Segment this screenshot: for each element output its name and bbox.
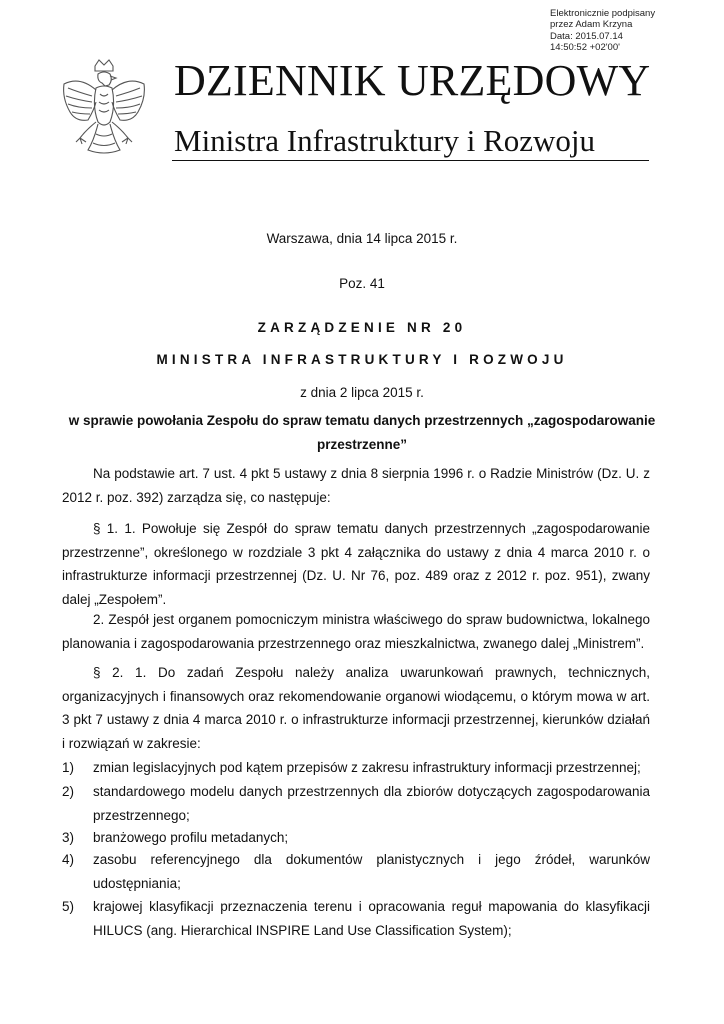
- masthead-title: DZIENNIK URZĘDOWY: [174, 56, 651, 105]
- list-item-text: branżowego profilu metadanych;: [93, 830, 289, 845]
- list-item-text: zmian legislacyjnych pod kątem przepisów z zakresu infrastruktury informacji przestrzennej;: [93, 760, 641, 775]
- list-item-number: 3): [62, 830, 75, 845]
- masthead-divider: [172, 160, 649, 161]
- section-1-paragraph-2: 2. Zespół jest organem pomocniczym ministra właściwego do spraw budownictwa, lokalnego planowania i zagospodarowania przestrzennego oraz mieszkalnictwa, zwanego dalej „Ministrem”.: [62, 612, 650, 651]
- act-title: ZARZĄDZENIE NR 20: [257, 320, 467, 335]
- signature-line: Elektronicznie podpisany: [550, 8, 656, 19]
- list-item-text: standardowego modelu danych przestrzennych dla zbiorów dotyczących zagospodarowania przestrzennego;: [93, 784, 650, 823]
- list-item: [62, 780, 650, 827]
- section-1-paragraph-1: § 1. 1. Powołuje się Zespół do spraw tematu danych przestrzennych „zagospodarowanie przestrzenne”, określonego w rozdziale 3 pkt 4 załącznika do ustawy z dnia 4 marca 2010 r. o infrastrukturze informacji przestrzennej (Dz. U. Nr 76, poz. 489 oraz z 2012 r. poz. 951), zwany dalej „Zespołem”.: [62, 521, 650, 607]
- preamble-paragraph: Na podstawie art. 7 ust. 4 pkt 5 ustawy z dnia 8 sierpnia 1996 r. o Radzie Ministrów (Dz. U. z 2012 r. poz. 392) zarządza się, co następuje:: [62, 466, 650, 505]
- masthead-subtitle: Ministra Infrastruktury i Rozwoju: [174, 123, 596, 158]
- act-issuer: MINISTRA INFRASTRUKTURY I ROZWOJU: [156, 352, 568, 367]
- list-item-number: 5): [62, 899, 75, 914]
- section-2-paragraph-1: § 2. 1. Do zadań Zespołu należy analiza uwarunkowań prawnych, technicznych, organizacyjnych i finansowych oraz rekomendowanie organowi wiodącemu, o którym mowa w art. 3 pkt 7 ustawy z dnia 4 marca 2010 r. o infrastrukturze informacji przestrzennej, kierunków działań i rozwiązań w zakresie:: [62, 665, 650, 751]
- place-and-date: Warszawa, dnia 14 lipca 2015 r.: [266, 231, 458, 246]
- position-number: Poz. 41: [339, 276, 385, 291]
- signature-line: 14:50:52 +02'00': [550, 42, 620, 54]
- list-item-text: zasobu referencyjnego dla dokumentów planistycznych i jego źródeł, warunków udostępniania;: [93, 852, 650, 891]
- act-date: z dnia 2 lipca 2015 r.: [300, 385, 424, 400]
- act-subject: w sprawie powołania Zespołu do spraw tematu danych przestrzennych „zagospodarowanie przestrzenne”: [68, 413, 656, 452]
- signature-line: Data: 2015.07.14: [550, 30, 623, 42]
- signature-line: przez Adam Krzyna: [550, 19, 633, 31]
- list-item: [62, 895, 650, 942]
- list-item: [62, 848, 650, 895]
- polish-eagle-emblem-icon: [58, 58, 150, 164]
- list-item-number: 4): [62, 852, 75, 867]
- list-item: [62, 756, 650, 780]
- list-item-number: 1): [62, 760, 75, 775]
- digital-signature-stamp: [550, 8, 720, 54]
- list-item-number: 2): [62, 784, 75, 799]
- list-item: [62, 826, 650, 850]
- list-item-text: krajowej klasyfikacji przeznaczenia terenu i opracowania reguł mapowania do klasyfikacji HILUCS (ang. Hierarchical INSPIRE Land Use Classification System);: [93, 899, 650, 938]
